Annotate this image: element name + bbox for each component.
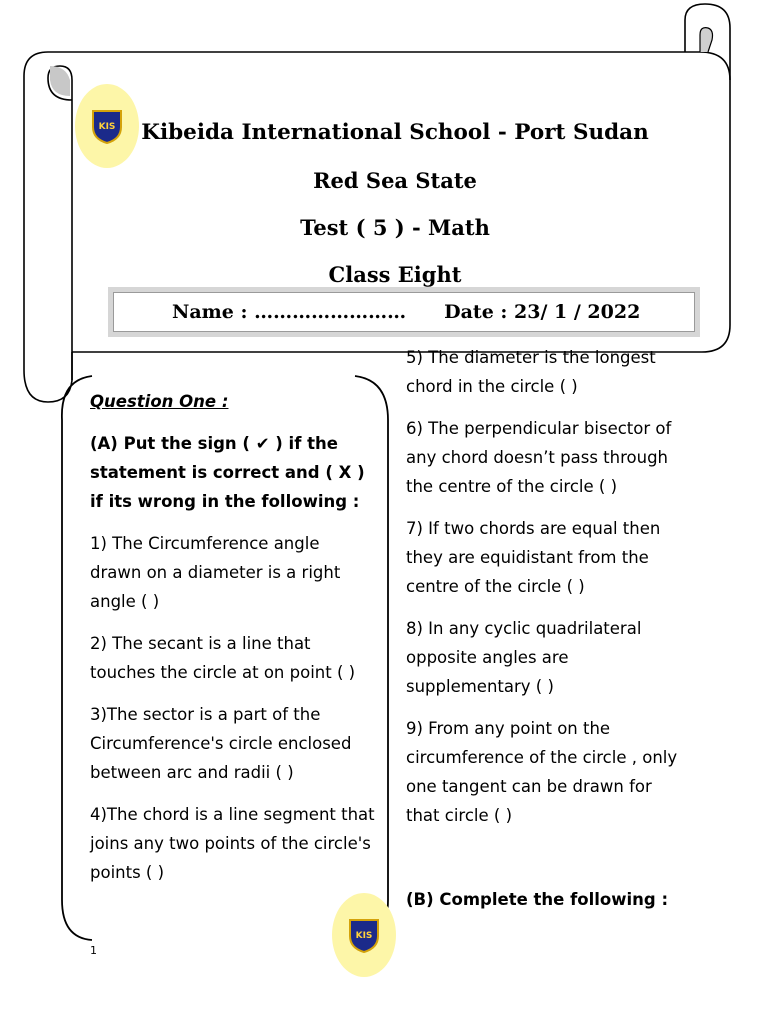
logo-text: KIS [355,931,373,941]
state-name: Red Sea State [313,168,477,193]
test-title: Test ( 5 ) - Math [300,215,490,240]
logo-text: KIS [98,122,116,132]
school-logo-bottom [332,893,396,977]
part-a-instructions: (A) Put the sign ( ✔ ) if the statement is correct and ( X ) if its wrong in the following : [90,434,365,511]
statement-9: 9) From any point on the circumference of the circle , only one tangent can be drawn for that circle ( ) [406,719,678,825]
school-name: Kibeida International School - Port Sudan [141,120,649,145]
school-crest-icon [347,916,381,954]
statement-6: 6) The perpendicular bisector of any chord doesn’t pass through the centre of the circle ( ) [406,419,672,496]
statement-7: 7) If two chords are equal then they are equidistant from the centre of the circle ( ) [406,519,661,596]
statement-4: 4)The chord is a line segment that joins any two points of the circle's points ( ) [90,805,375,882]
name-field[interactable]: Name : …………………… [172,301,407,323]
page-number: 1 [90,944,97,957]
right-column [406,343,686,843]
statement-2: 2) The secant is a line that touches the circle at on point ( ) [90,634,356,682]
statement-5: 5) The diameter is the longest chord in the circle ( ) [406,348,656,396]
class-name: Class Eight [328,262,462,287]
question-heading: Question One : [90,392,229,411]
statement-1: 1) The Circumference angle drawn on a diameter is a right angle ( ) [90,534,341,611]
part-b-heading: (B) Complete the following : [406,890,669,909]
statement-8: 8) In any cyclic quadrilateral opposite angles are supplementary ( ) [406,619,642,696]
statement-3: 3)The sector is a part of the Circumference's circle enclosed between arc and radii ( ) [90,705,352,782]
left-column [90,387,375,900]
date-label: Date : 23/ 1 / 2022 [444,301,641,323]
school-crest-icon [90,107,124,145]
name-date-box [108,287,700,337]
